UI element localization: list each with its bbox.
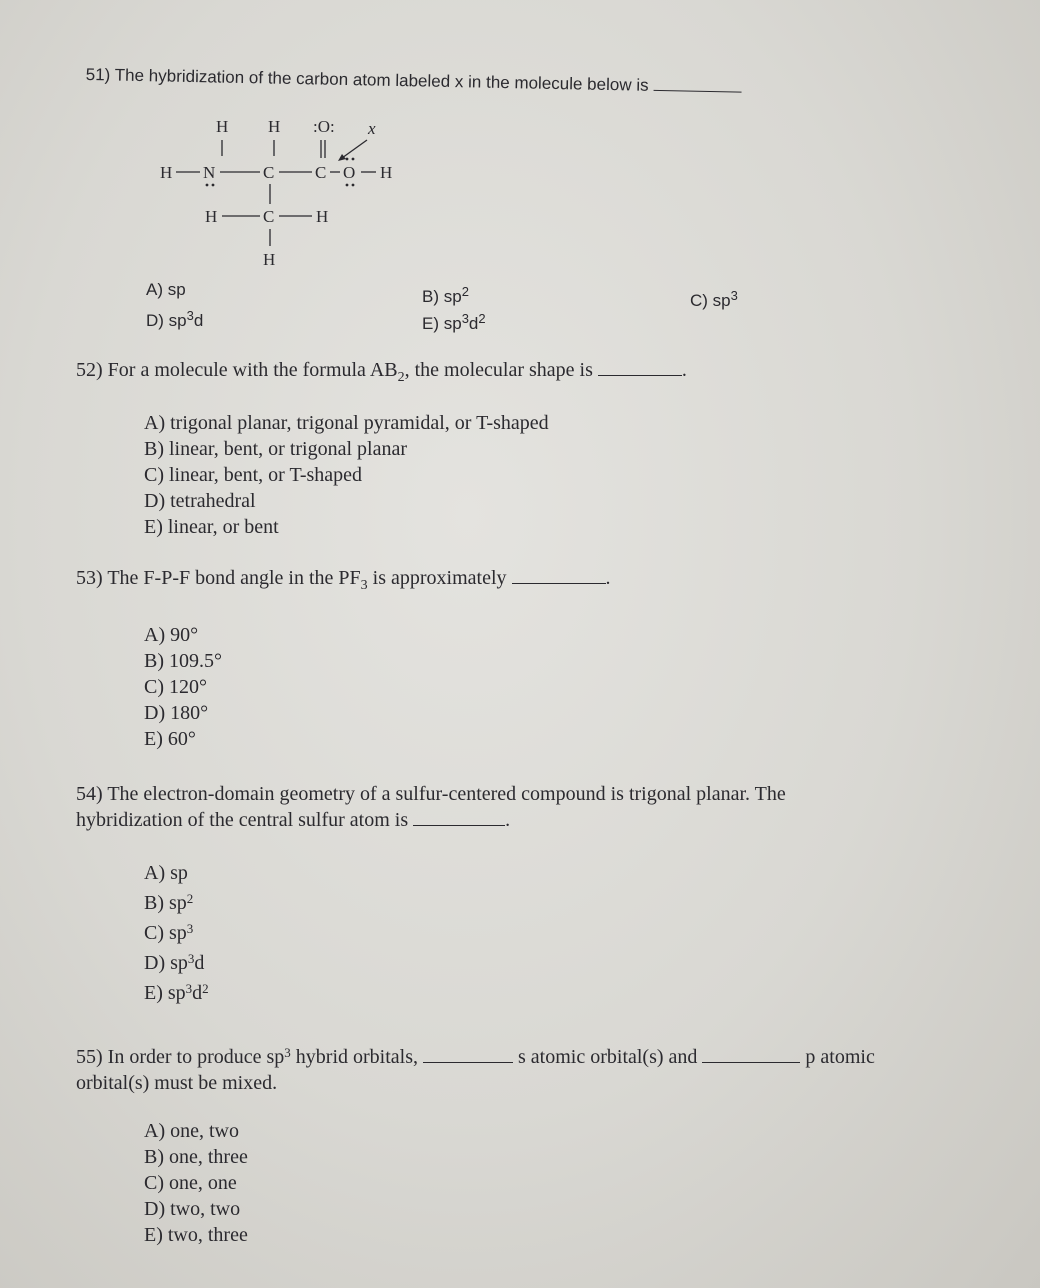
question-55 xyxy=(76,1040,1006,1096)
question-text-2: hybridization of the central sulfur atom is xyxy=(76,809,409,831)
question-52: 52) For a molecule with the formula $AB_2$, the molecular shape is . xyxy=(76,359,687,385)
question-number: 55) xyxy=(76,1046,103,1068)
question-51 xyxy=(86,62,742,101)
question-number: 52) xyxy=(76,359,103,381)
atom-n: N xyxy=(203,163,216,182)
option-a[interactable]: A) one, two xyxy=(144,1120,239,1142)
atom-o: O xyxy=(343,163,356,182)
option-c[interactable]: C) linear, bent, or T-shaped xyxy=(144,464,363,486)
options-55 xyxy=(144,1118,248,1248)
atom-o: :O: xyxy=(313,117,335,136)
option-d[interactable]: D) tetrahedral xyxy=(144,490,256,512)
option-b[interactable]: B) $sp^2$ xyxy=(422,284,469,306)
question-text: The electron-domain geometry of a sulfur-centered compound is trigonal planar. The xyxy=(107,783,786,805)
option-a[interactable]: A) sp xyxy=(144,862,188,884)
answer-blank[interactable] xyxy=(512,569,606,584)
question-text: p atomic xyxy=(805,1046,875,1068)
atom-c-x: C xyxy=(315,163,327,182)
question-text: The F-P-F bond angle in the $PF_3$ is approximately xyxy=(107,567,507,593)
answer-blank-2[interactable] xyxy=(702,1048,800,1063)
option-a[interactable]: A) sp xyxy=(146,280,186,299)
question-text: s atomic orbital(s) and xyxy=(518,1046,698,1068)
atom-h: H xyxy=(380,163,393,182)
atom-h: H xyxy=(216,117,229,136)
question-text: The hybridization of the carbon atom labeled x in the molecule below is xyxy=(114,65,649,95)
option-e[interactable]: E) $sp^3d^2$ xyxy=(144,981,209,1004)
option-a[interactable]: A) 90° xyxy=(144,624,199,646)
option-c[interactable]: C) 120° xyxy=(144,676,207,698)
option-d[interactable]: D) $sp^3d$ xyxy=(146,308,204,330)
options-54 xyxy=(144,860,209,1006)
atom-c: C xyxy=(263,207,275,226)
question-number: 53) xyxy=(76,567,103,589)
option-b[interactable]: B) 109.5° xyxy=(144,650,222,672)
atom-h: H xyxy=(205,207,218,226)
question-text-2: orbital(s) must be mixed. xyxy=(76,1072,278,1094)
question-54: 54) The electron-domain geometry of a sulfur-centered compound is trigonal planar. The hybridization of the central sulfur atom is . xyxy=(76,783,786,831)
atom-h: H xyxy=(268,117,281,136)
question-text: In order to produce sp xyxy=(107,1046,285,1068)
option-a[interactable]: A) trigonal planar, trigonal pyramidal, or T-shaped xyxy=(144,412,549,434)
molecule-structure xyxy=(150,112,470,272)
option-b[interactable]: B) linear, bent, or trigonal planar xyxy=(144,438,407,460)
option-e[interactable]: E) linear, or bent xyxy=(144,516,279,538)
answer-blank[interactable] xyxy=(653,76,741,93)
answer-blank-1[interactable] xyxy=(423,1048,513,1063)
question-text: For a molecule with the formula $AB_2$, the molecular shape is xyxy=(107,359,593,385)
option-b[interactable]: B) $sp^2$ xyxy=(144,891,194,914)
options-53 xyxy=(144,622,222,752)
option-d[interactable]: D) two, two xyxy=(144,1198,241,1220)
question-text: hybrid orbitals, xyxy=(290,1046,419,1068)
options-52 xyxy=(144,410,549,540)
question-number: 54) xyxy=(76,783,103,805)
atom-h: H xyxy=(316,207,329,226)
question-53: 53) The F-P-F bond angle in the $PF_3$ is approximately . xyxy=(76,567,611,593)
atom-c: C xyxy=(263,163,275,182)
atom-h: H xyxy=(160,163,173,182)
option-e[interactable]: E) two, three xyxy=(144,1224,248,1246)
superscript: 3 xyxy=(284,1045,291,1060)
option-c[interactable]: C) $sp^3$ xyxy=(144,921,194,944)
question-number: 51) xyxy=(85,64,111,85)
atom-label-x: x xyxy=(368,119,376,138)
option-d[interactable]: D) $sp^3d$ xyxy=(144,951,205,974)
option-d[interactable]: D) 180° xyxy=(144,702,209,724)
option-c[interactable]: C) $sp^3$ xyxy=(690,288,738,310)
option-e[interactable]: E) $sp^3d^2$ xyxy=(422,311,486,333)
option-b[interactable]: B) one, three xyxy=(144,1146,248,1168)
answer-blank[interactable] xyxy=(598,361,682,376)
answer-blank[interactable] xyxy=(413,811,505,826)
atom-h: H xyxy=(263,250,276,269)
option-c[interactable]: C) one, one xyxy=(144,1172,237,1194)
option-e[interactable]: E) 60° xyxy=(144,728,196,750)
